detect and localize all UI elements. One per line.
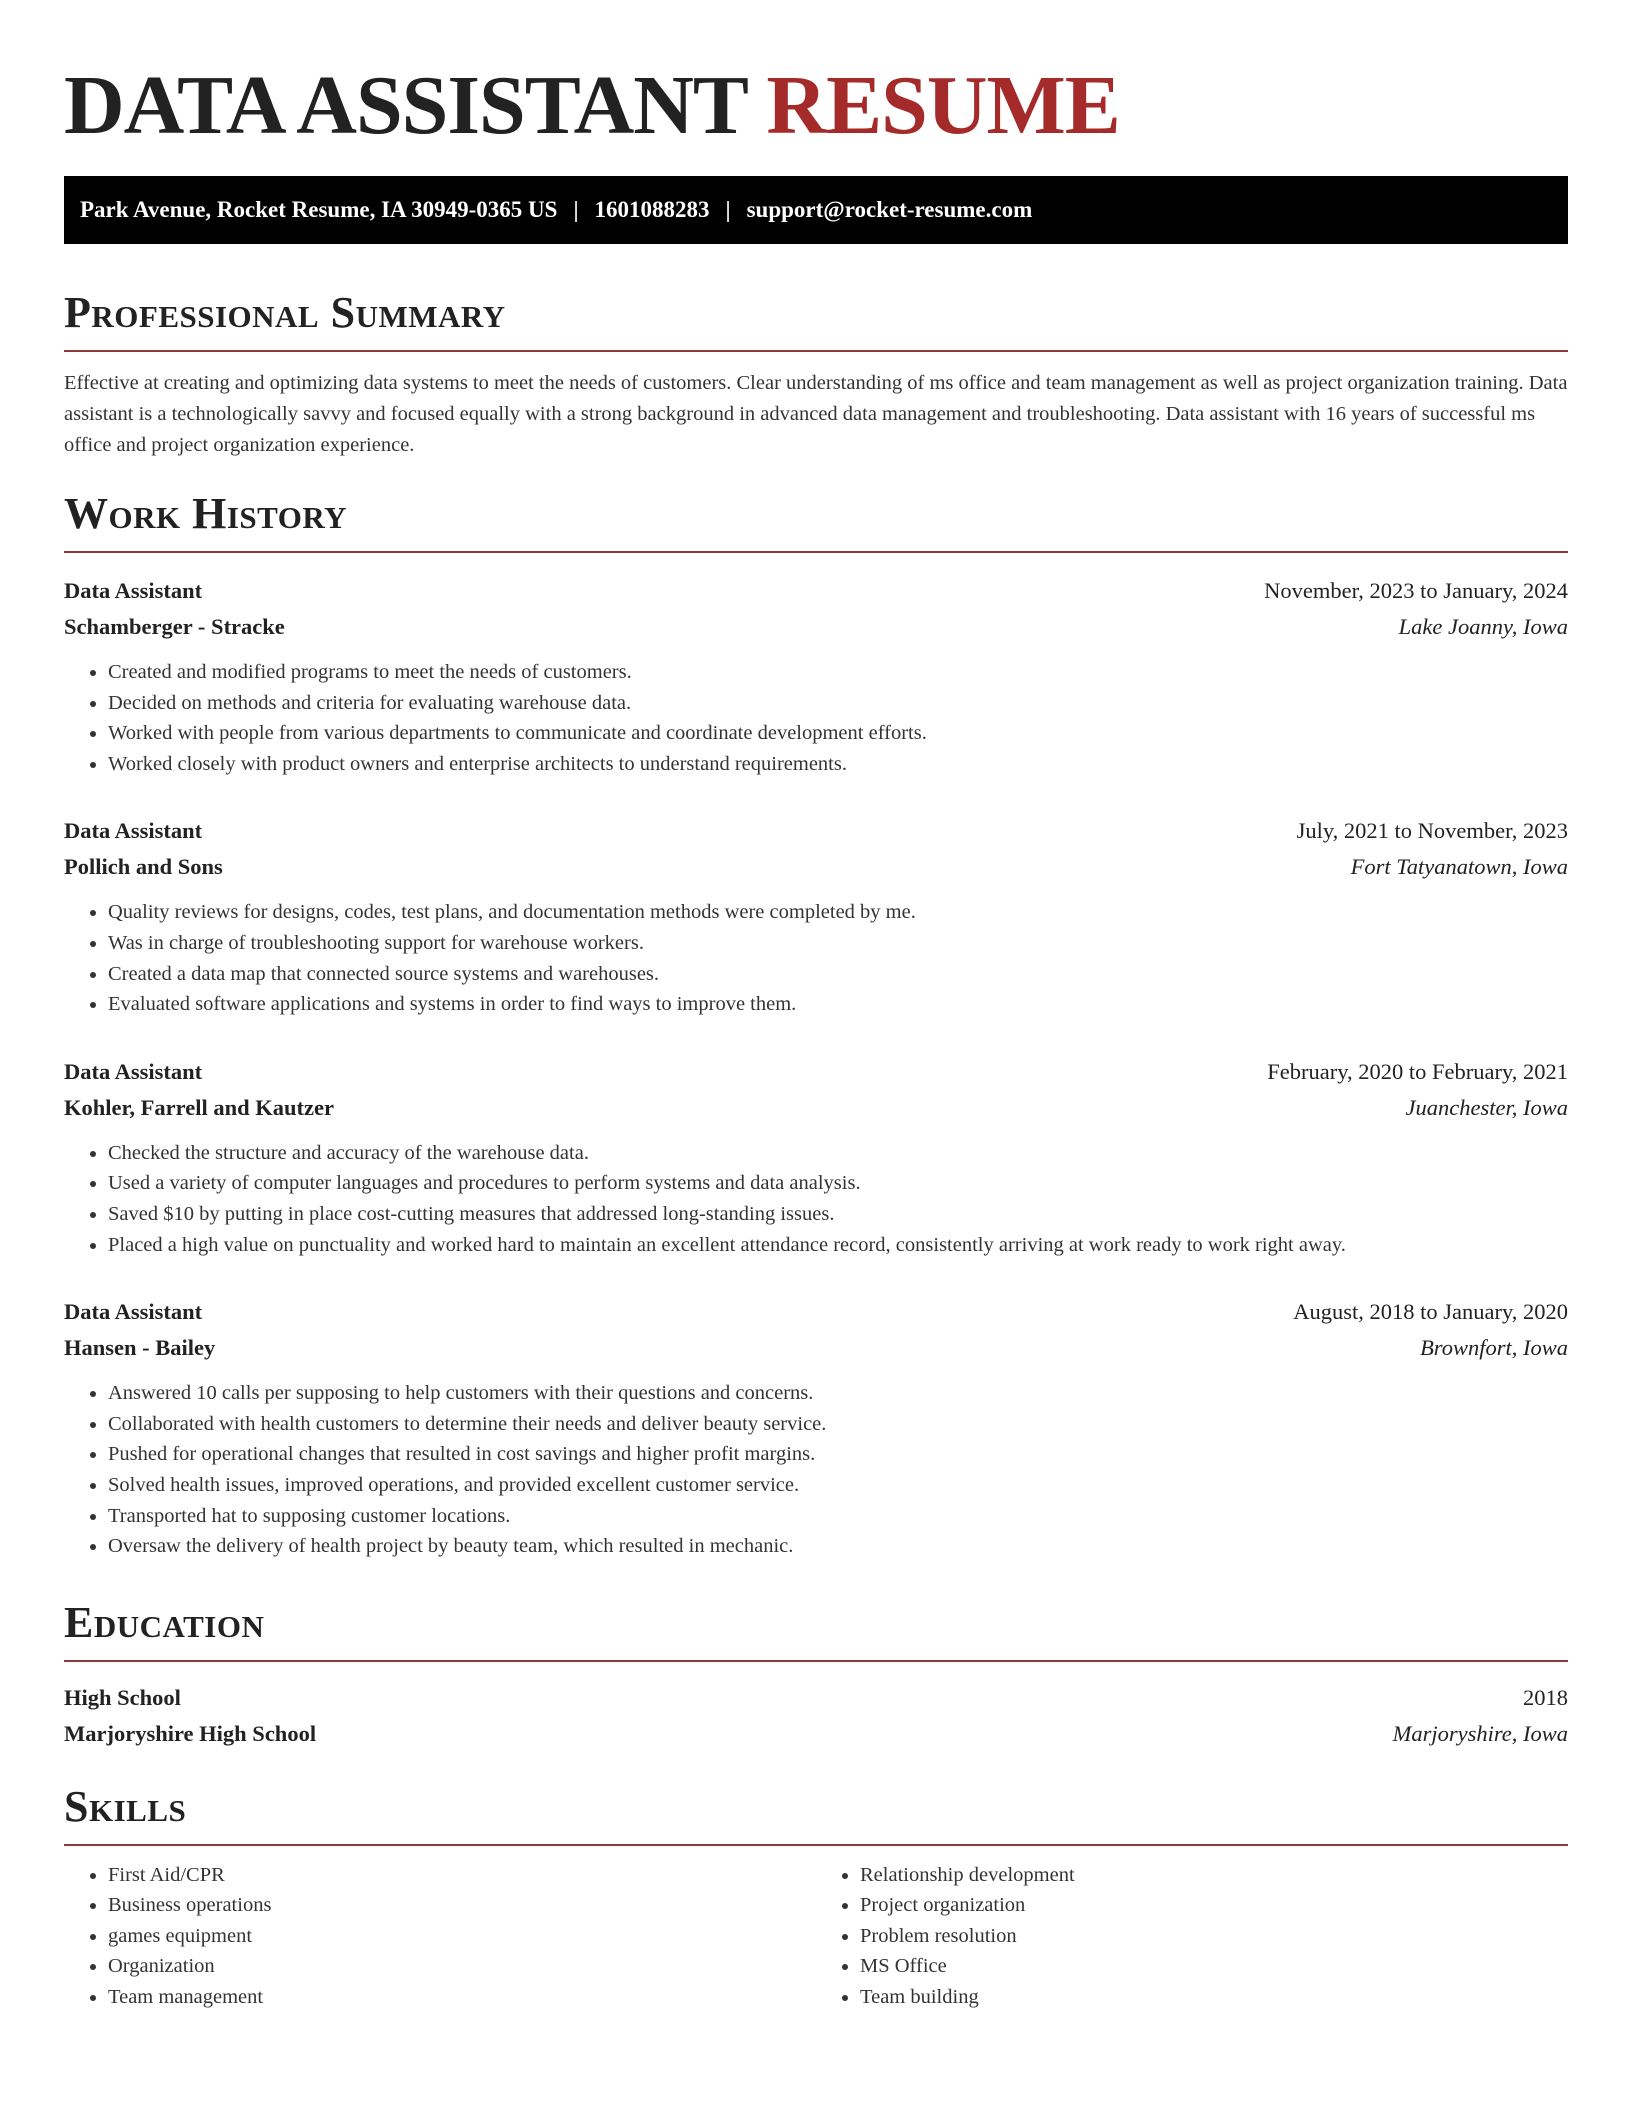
skills-grid xyxy=(64,1860,1568,2013)
skill-item: • Organization xyxy=(108,1951,816,1982)
skill-item: • MS Office xyxy=(860,1951,1568,1982)
job-row-title xyxy=(64,813,1568,849)
job-title: Data Assistant xyxy=(64,578,203,603)
job-bullets xyxy=(64,1138,1568,1260)
summary-text: Effective at creating and optimizing data systems to meet the needs of customers. Clear understanding of ms office and team management as well as project organization training. Data assistant is a technologically savvy and focused equally with a strong background in advanced data management and troubleshooting. Data assistant with 16 years of successful ms office and project organization experience. xyxy=(64,372,1568,456)
job-dates: August, 2018 to January, 2020 xyxy=(1293,1299,1568,1325)
education-entry xyxy=(64,1680,1568,1752)
job-bullet: • Placed a high value on punctuality and worked hard to maintain an excellent attendance record, consistently arriving at work ready to work right away. xyxy=(108,1230,1568,1261)
skill-item: • Team building xyxy=(860,1982,1568,2013)
job-company: Kohler, Farrell and Kautzer xyxy=(64,1094,334,1120)
education-degree: High School xyxy=(64,1684,181,1710)
summary-section xyxy=(64,288,1568,461)
job-bullet: • Evaluated software applications and systems in order to find ways to improve them. xyxy=(108,989,1568,1020)
skill-item: • games equipment xyxy=(108,1921,816,1952)
contact-email[interactable]: support@rocket-resume.com xyxy=(746,197,1033,222)
skills-column-left xyxy=(64,1860,816,2013)
job-bullet: • Collaborated with health customers to determine their needs and deliver beauty service. xyxy=(108,1409,1568,1440)
job-bullet: • Was in charge of troubleshooting support for warehouse workers. xyxy=(108,928,1568,959)
summary-heading: Professional Summary xyxy=(64,288,1568,352)
contact-separator: | xyxy=(573,197,579,222)
job-entry xyxy=(64,1294,1568,1562)
work-history-section xyxy=(64,489,1568,1562)
job-row-company xyxy=(64,609,1568,645)
job-dates: July, 2021 to November, 2023 xyxy=(1296,818,1568,844)
job-title: Data Assistant xyxy=(64,818,203,844)
jobs-list xyxy=(64,573,1568,1562)
job-bullet: • Worked with people from various departments to communicate and coordinate development efforts. xyxy=(108,718,1568,749)
job-row-title xyxy=(64,1294,1568,1330)
skills-column-right xyxy=(816,1860,1568,2013)
job-entry xyxy=(64,1054,1568,1260)
skill-item: • Business operations xyxy=(108,1890,816,1921)
skill-item: • Relationship development xyxy=(860,1860,1568,1891)
education-school: Marjoryshire High School xyxy=(64,1720,317,1746)
job-bullet: • Solved health issues, improved operations, and provided excellent customer service. xyxy=(108,1470,1568,1501)
job-bullets xyxy=(64,1378,1568,1562)
job-bullets xyxy=(64,897,1568,1019)
job-bullet: • Checked the structure and accuracy of the warehouse data. xyxy=(108,1138,1568,1169)
job-row-company xyxy=(64,1090,1568,1126)
job-bullet: • Transported hat to supposing customer locations. xyxy=(108,1501,1568,1532)
job-row-title xyxy=(64,573,1568,609)
job-location: Lake Joanny, Iowa xyxy=(1398,614,1568,639)
job-entry xyxy=(64,813,1568,1019)
job-location: Juanchester, Iowa xyxy=(1405,1094,1568,1120)
job-bullet: • Answered 10 calls per supposing to help customers with their questions and concerns. xyxy=(108,1378,1568,1409)
job-bullet: • Saved $10 by putting in place cost-cutting measures that addressed long-standing issues. xyxy=(108,1199,1568,1230)
job-row-company xyxy=(64,849,1568,885)
job-entry xyxy=(64,573,1568,779)
education-location: Marjoryshire, Iowa xyxy=(1392,1720,1568,1746)
work-history-heading: Work History xyxy=(64,489,1568,553)
job-location: Brownfort, Iowa xyxy=(1420,1335,1568,1361)
job-company: Schamberger - Stracke xyxy=(64,614,285,639)
skill-item: • Team management xyxy=(108,1982,816,2013)
job-bullets xyxy=(64,657,1568,779)
job-bullet: • Pushed for operational changes that resulted in cost savings and higher profit margins. xyxy=(108,1439,1568,1470)
job-bullet: • Oversaw the delivery of health project by beauty team, which resulted in mechanic. xyxy=(108,1531,1568,1562)
title-accent: RESUME xyxy=(766,59,1120,152)
education-year: 2018 xyxy=(1523,1684,1568,1710)
job-title: Data Assistant xyxy=(64,1058,203,1084)
job-bullet: • Created a data map that connected source systems and warehouses. xyxy=(108,959,1568,990)
education-heading: Education xyxy=(64,1598,1568,1662)
job-bullet: • Decided on methods and criteria for evaluating warehouse data. xyxy=(108,688,1568,719)
education-row-school xyxy=(64,1716,1568,1752)
skills-section xyxy=(64,1782,1568,2013)
contact-separator: | xyxy=(725,197,731,222)
job-bullet: • Worked closely with product owners and enterprise architects to understand requirements. xyxy=(108,749,1568,780)
skill-item: • Project organization xyxy=(860,1890,1568,1921)
job-bullet: • Used a variety of computer languages and procedures to perform systems and data analysis. xyxy=(108,1168,1568,1199)
skill-item: • Problem resolution xyxy=(860,1921,1568,1952)
job-row-company xyxy=(64,1330,1568,1366)
education-section xyxy=(64,1598,1568,1752)
education-row-degree xyxy=(64,1680,1568,1716)
job-bullet: • Created and modified programs to meet the needs of customers. xyxy=(108,657,1568,688)
job-title: Data Assistant xyxy=(64,1299,203,1325)
job-bullet: • Quality reviews for designs, codes, test plans, and documentation methods were completed by me. xyxy=(108,897,1568,928)
contact-bar xyxy=(64,176,1568,244)
skills-heading: Skills xyxy=(64,1782,1568,1846)
job-company: Hansen - Bailey xyxy=(64,1335,216,1361)
title-main: DATA ASSISTANT xyxy=(64,59,747,152)
job-location: Fort Tatyanatown, Iowa xyxy=(1350,854,1568,880)
job-company: Pollich and Sons xyxy=(64,854,223,880)
job-dates: February, 2020 to February, 2021 xyxy=(1267,1058,1568,1084)
resume-title xyxy=(64,0,1568,156)
skill-item: • First Aid/CPR xyxy=(108,1860,816,1891)
contact-address: Park Avenue, Rocket Resume, IA 30949-0365 US xyxy=(80,197,558,222)
contact-phone: 1601088283 xyxy=(594,197,710,222)
job-row-title xyxy=(64,1054,1568,1090)
job-dates: November, 2023 to January, 2024 xyxy=(1264,578,1568,603)
